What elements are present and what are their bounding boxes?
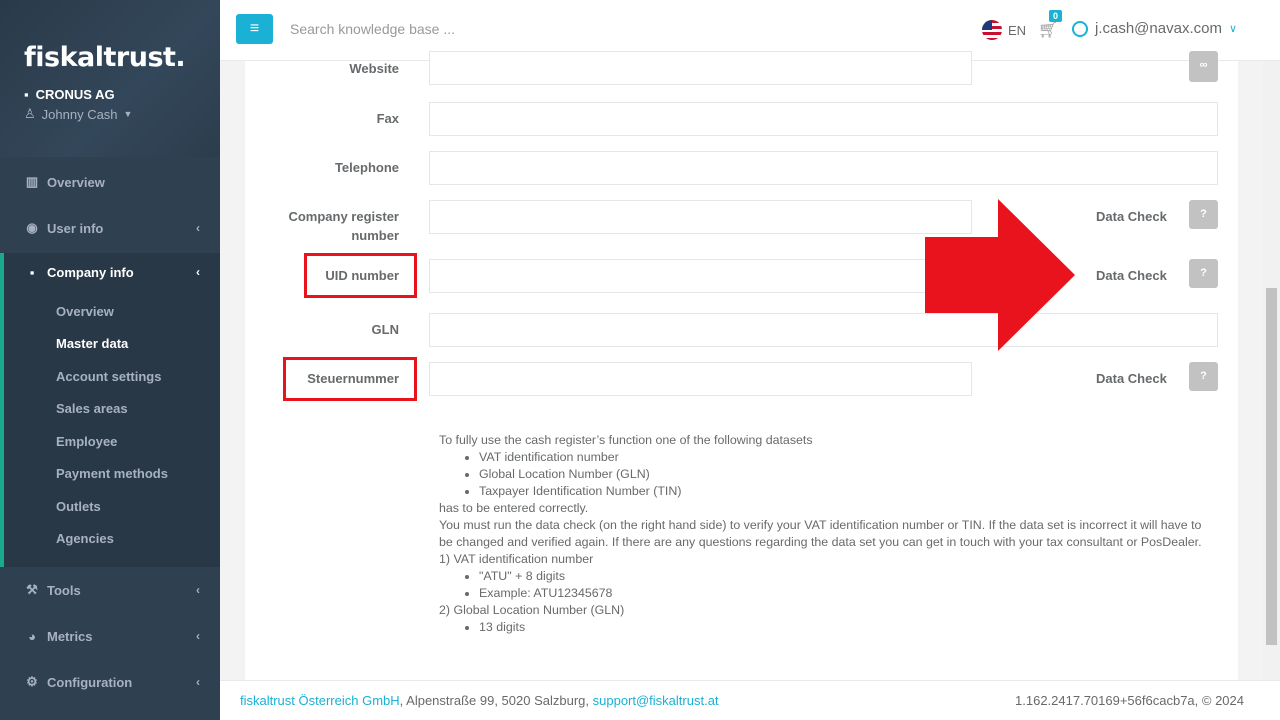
vat-list: [479, 568, 1209, 602]
fax-label: Fax: [376, 111, 399, 126]
fax-input[interactable]: [429, 102, 1218, 136]
footer-left: [240, 693, 719, 708]
pie-chart-icon: ◕: [28, 628, 36, 644]
basket-icon[interactable]: 🛒︎: [1038, 22, 1059, 39]
chevron-down-icon: ∨: [1228, 23, 1238, 35]
company-name: [24, 87, 220, 102]
sidebar-item-label: Metrics: [47, 628, 93, 644]
company-register-label-line1: Company register: [288, 209, 399, 224]
list-item: • 13 digits: [479, 619, 1209, 636]
menu-toggle-button[interactable]: [236, 14, 273, 44]
company-submenu: [4, 291, 220, 567]
dataset-list: [479, 449, 1209, 500]
company-label: CRONUS AG: [35, 87, 115, 102]
account-menu[interactable]: [1072, 20, 1237, 37]
sidebar-item-label: Overview: [47, 174, 105, 190]
briefcase-icon: ▪: [29, 264, 35, 280]
sidebar: [0, 0, 220, 720]
bar-chart-icon: ▥: [25, 174, 39, 189]
list-item: • Example: ATU12345678: [479, 585, 1209, 602]
uid-input[interactable]: [429, 259, 972, 293]
list-item: • Taxpayer Identification Number (TIN): [479, 483, 1209, 500]
data-check-button[interactable]: ?: [1189, 259, 1218, 288]
scrollbar[interactable]: [1263, 61, 1280, 680]
briefcase-icon: ▪: [24, 87, 29, 102]
uid-label: UID number: [325, 268, 399, 283]
data-check-button[interactable]: ?: [1189, 200, 1218, 229]
submenu-outlets[interactable]: Outlets: [56, 498, 101, 514]
help-text: [439, 432, 1209, 636]
sidebar-item-user-info[interactable]: [0, 205, 220, 251]
user-menu[interactable]: [24, 106, 220, 122]
chevron-left-icon: ‹: [196, 583, 200, 597]
sidebar-item-company-info[interactable]: [4, 253, 220, 291]
list-item: • Global Location Number (GLN): [479, 466, 1209, 483]
user-icon: ♙: [24, 106, 36, 121]
sidebar-item-overview[interactable]: [0, 159, 220, 205]
data-check-label: Data Check: [1096, 268, 1167, 283]
website-input[interactable]: [429, 51, 972, 85]
gln-label: GLN: [371, 322, 399, 337]
submenu-agencies[interactable]: Agencies: [56, 531, 114, 547]
steuernummer-input[interactable]: [429, 362, 972, 396]
data-check-label: Data Check: [1096, 371, 1167, 386]
sidebar-header: [0, 0, 220, 157]
sidebar-item-label: Configuration: [47, 674, 133, 690]
footer: [220, 680, 1280, 720]
account-email: j.cash@navax.com: [1095, 20, 1222, 37]
language-selector[interactable]: [982, 20, 1026, 40]
telephone-label: Telephone: [334, 160, 399, 175]
chevron-left-icon: ‹: [196, 675, 200, 689]
sidebar-section-company-info: [0, 253, 220, 567]
sidebar-item-label: Company info: [47, 264, 134, 280]
user-circle-icon: ◉: [26, 220, 38, 235]
search-input[interactable]: Search knowledge base ...: [290, 21, 455, 37]
link-icon: ∞: [1199, 59, 1208, 71]
vat-heading: 1) VAT identification number: [439, 552, 594, 566]
submenu-payment-methods[interactable]: Payment methods: [56, 466, 168, 482]
company-register-input[interactable]: [429, 200, 972, 234]
language-label: EN: [1008, 22, 1027, 38]
gln-list: [479, 619, 1209, 636]
data-check-button[interactable]: ?: [1189, 362, 1218, 391]
sidebar-item-configuration[interactable]: [0, 659, 220, 705]
chevron-down-icon: ‹: [196, 265, 200, 279]
master-data-panel: [245, 61, 1238, 681]
submenu-overview[interactable]: Overview: [56, 303, 114, 319]
link-button[interactable]: [1189, 51, 1218, 82]
sidebar-item-metrics[interactable]: [0, 613, 220, 659]
sidebar-item-label: User info: [47, 220, 104, 236]
logo: fiskaltrust.: [24, 42, 186, 73]
company-register-label: [288, 207, 399, 245]
hamburger-icon: ≡: [249, 20, 260, 37]
user-circle-icon: [1072, 21, 1088, 37]
telephone-input[interactable]: [429, 151, 1218, 185]
help-after: has to be entered correctly.: [439, 501, 589, 515]
submenu-account-settings[interactable]: Account settings: [56, 368, 162, 384]
footer-address: , Alpenstraße 99, 5020 Salzburg,: [399, 693, 593, 708]
scrollbar-thumb[interactable]: [1266, 288, 1277, 645]
chevron-left-icon: ‹: [196, 221, 200, 235]
submenu-employee[interactable]: Employee: [56, 433, 118, 449]
submenu-master-data[interactable]: Master data: [56, 336, 129, 352]
chevron-left-icon: ‹: [196, 629, 200, 643]
company-register-label-line2: number: [351, 228, 399, 243]
help-intro: To fully use the cash register’s function one of the following datasets: [439, 433, 813, 447]
data-check-label: Data Check: [1096, 209, 1167, 224]
sidebar-item-tools[interactable]: [0, 567, 220, 613]
uid-highlight-box: [304, 253, 417, 298]
steuernummer-highlight-box: [283, 357, 417, 401]
us-flag-icon: [982, 20, 1002, 40]
steuernummer-label: Steuernummer: [307, 371, 399, 386]
caret-down-icon: ▼: [123, 109, 133, 119]
company-link[interactable]: fiskaltrust Österreich GmbH: [240, 693, 400, 708]
submenu-sales-areas[interactable]: Sales areas: [56, 401, 128, 417]
cart-count-badge: 0: [1049, 10, 1062, 22]
sidebar-item-label: Tools: [47, 582, 81, 598]
website-label: Website: [349, 61, 399, 76]
help-paragraph: You must run the data check (on the right hand side) to verify your VAT identification number or TIN. If the data set is incorrect it will have to be changed and verified again. If there are any questions regarding the data set you can get in touch with your tax consultant or PosDealer.: [439, 518, 1202, 549]
user-name: Johnny Cash: [41, 106, 118, 122]
list-item: • VAT identification number: [479, 449, 1209, 466]
gln-heading: 2) Global Location Number (GLN): [439, 603, 625, 617]
wrench-icon: ⚒: [26, 582, 38, 597]
list-item: • "ATU" + 8 digits: [479, 568, 1209, 585]
red-arrow-annotation: [925, 199, 1075, 351]
footer-version: 1.162.2417.70169+56f6cacb7a, © 2024: [1015, 693, 1244, 708]
gln-input[interactable]: [429, 313, 1218, 347]
cogs-icon: ⚙: [26, 674, 38, 689]
support-email-link[interactable]: support@fiskaltrust.at: [592, 693, 719, 708]
